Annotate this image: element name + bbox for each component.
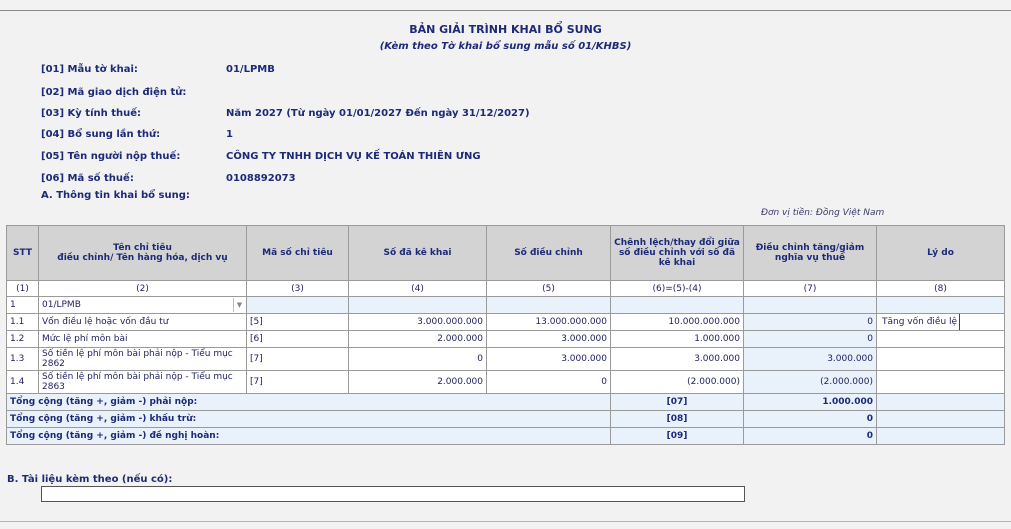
cell-item-name: Vốn điều lệ hoặc vốn đầu tư	[39, 314, 247, 331]
colnum-8: (8)	[877, 281, 1005, 297]
info-value-taxpayer-name: CÔNG TY TNHH DỊCH VỤ KẾ TOÁN THIÊN ƯNG	[226, 151, 481, 162]
total-row-payable	[7, 394, 1005, 411]
info-value-amendment-number: 1	[226, 129, 233, 140]
cell-stt: 1.2	[7, 331, 39, 348]
chevron-down-icon[interactable]: ▼	[233, 298, 245, 312]
cell-declared: 2.000.000	[349, 331, 487, 348]
cell-code: [6]	[247, 331, 349, 348]
cell-declared: 3.000.000.000	[349, 314, 487, 331]
colnum-4: (4)	[349, 281, 487, 297]
cell-declared: 0	[349, 348, 487, 371]
cell-tax-change[interactable]: (2.000.000)	[744, 371, 877, 394]
cell-reason[interactable]	[877, 348, 1005, 371]
info-label-amendment-number: [04] Bổ sung lần thứ:	[41, 129, 161, 140]
cell-stt: 1	[7, 297, 39, 314]
total-empty	[877, 428, 1005, 445]
header-stt: STT	[7, 226, 39, 281]
cell-item-name: Mức lệ phí môn bài	[39, 331, 247, 348]
currency-unit: Đơn vị tiền: Đồng Việt Nam	[761, 208, 885, 218]
cell-code: [7]	[247, 348, 349, 371]
table-header-row	[7, 226, 1005, 281]
total-value: 1.000.000	[744, 394, 877, 411]
total-value: 0	[744, 411, 877, 428]
info-value-form: 01/LPMB	[226, 64, 275, 75]
table-row	[7, 331, 1005, 348]
cell-difference: (2.000.000)	[611, 371, 744, 394]
cell-adjusted[interactable]: 3.000.000	[487, 348, 611, 371]
total-code-value: [08]	[666, 414, 688, 424]
total-code-value: [09]	[666, 431, 688, 441]
cell-tax-change[interactable]: 3.000.000	[744, 348, 877, 371]
cell-item-name: Số tiền lệ phí môn bài phải nộp - Tiểu mục 2862	[39, 348, 247, 371]
cell-adjusted[interactable]: 13.000.000.000	[487, 314, 611, 331]
total-label: Tổng cộng (tăng +, giảm -) khấu trừ:	[7, 411, 611, 428]
total-empty	[877, 394, 1005, 411]
info-label-tax-id: [06] Mã số thuế:	[41, 173, 134, 184]
total-code-value: [07]	[666, 397, 688, 407]
table-row	[7, 314, 1005, 331]
cell-reason[interactable]	[877, 331, 1005, 348]
page-title: BẢN GIẢI TRÌNH KHAI BỔ SUNG	[409, 23, 602, 36]
colnum-7: (7)	[744, 281, 877, 297]
section-a-title: A. Thông tin khai bổ sung:	[41, 190, 190, 201]
cell-stt: 1.4	[7, 371, 39, 394]
table-row	[7, 348, 1005, 371]
cell-code: [7]	[247, 371, 349, 394]
header-difference: Chênh lệch/thay đổi giữa số điều chỉnh với số đã kê khai	[611, 226, 744, 281]
header-code: Mã số chỉ tiêu	[247, 226, 349, 281]
table-row	[7, 371, 1005, 394]
colnum-6: (6)=(5)-(4)	[611, 281, 744, 297]
total-code	[611, 428, 744, 445]
cell-reason[interactable]	[877, 371, 1005, 394]
total-label: Tổng cộng (tăng +, giảm -) đề nghị hoàn:	[7, 428, 611, 445]
colnum-1: (1)	[7, 281, 39, 297]
header-adjusted: Số điều chỉnh	[487, 226, 611, 281]
cell-difference: 1.000.000	[611, 331, 744, 348]
page-subtitle: (Kèm theo Tờ khai bổ sung mẫu số 01/KHBS)	[379, 41, 632, 52]
info-label-transaction-code: [02] Mã giao dịch điện tử:	[41, 87, 187, 98]
bottom-divider	[0, 521, 1011, 522]
cell-tax-change	[744, 297, 877, 314]
table-row-group	[7, 297, 1005, 314]
header-tax-change: Điều chỉnh tăng/giảm nghĩa vụ thuế	[744, 226, 877, 281]
reason-input-value: Tăng vốn điều lệ	[880, 314, 960, 330]
cell-stt: 1.3	[7, 348, 39, 371]
cell-difference: 3.000.000	[611, 348, 744, 371]
cell-adjusted	[487, 297, 611, 314]
cell-declared: 2.000.000	[349, 371, 487, 394]
cell-declared	[349, 297, 487, 314]
colnum-5: (5)	[487, 281, 611, 297]
total-label: Tổng cộng (tăng +, giảm -) phải nộp:	[7, 394, 611, 411]
total-row-refund	[7, 428, 1005, 445]
top-divider	[0, 10, 1011, 11]
header-reason: Lý do	[877, 226, 1005, 281]
cell-tax-change[interactable]: 0	[744, 331, 877, 348]
info-label-taxpayer-name: [05] Tên người nộp thuế:	[41, 151, 181, 162]
info-label-form: [01] Mẫu tờ khai:	[41, 64, 138, 75]
header-item-name: Tên chỉ tiêu điều chỉnh/ Tên hàng hóa, dịch vụ	[39, 226, 247, 281]
header-declared: Số đã kê khai	[349, 226, 487, 281]
cell-adjusted[interactable]: 3.000.000	[487, 331, 611, 348]
cell-difference	[611, 297, 744, 314]
info-label-tax-period: [03] Kỳ tính thuế:	[41, 108, 142, 119]
cell-difference: 10.000.000.000	[611, 314, 744, 331]
cell-tax-change[interactable]: 0	[744, 314, 877, 331]
column-number-row	[7, 281, 1005, 297]
reason-input[interactable]	[877, 314, 1005, 331]
total-code	[611, 394, 744, 411]
info-value-tax-id: 0108892073	[226, 173, 296, 184]
cell-adjusted[interactable]: 0	[487, 371, 611, 394]
cell-code	[247, 297, 349, 314]
info-value-tax-period: Năm 2027 (Từ ngày 01/01/2027 Đến ngày 31/12/2027)	[226, 108, 530, 119]
cell-code: [5]	[247, 314, 349, 331]
section-b-title: B. Tài liệu kèm theo (nếu có):	[7, 474, 173, 485]
form-type-select-value: 01/LPMB	[42, 300, 81, 310]
cell-stt: 1.1	[7, 314, 39, 331]
cell-item-name: Số tiền lệ phí môn bài phải nộp - Tiểu mục 2863	[39, 371, 247, 394]
form-type-select[interactable]	[39, 297, 247, 314]
total-value: 0	[744, 428, 877, 445]
colnum-3: (3)	[247, 281, 349, 297]
attachment-input[interactable]	[41, 486, 745, 502]
cell-reason	[877, 297, 1005, 314]
total-empty	[877, 411, 1005, 428]
total-row-deductible	[7, 411, 1005, 428]
colnum-2: (2)	[39, 281, 247, 297]
adjustment-table	[6, 225, 1005, 445]
total-code	[611, 411, 744, 428]
